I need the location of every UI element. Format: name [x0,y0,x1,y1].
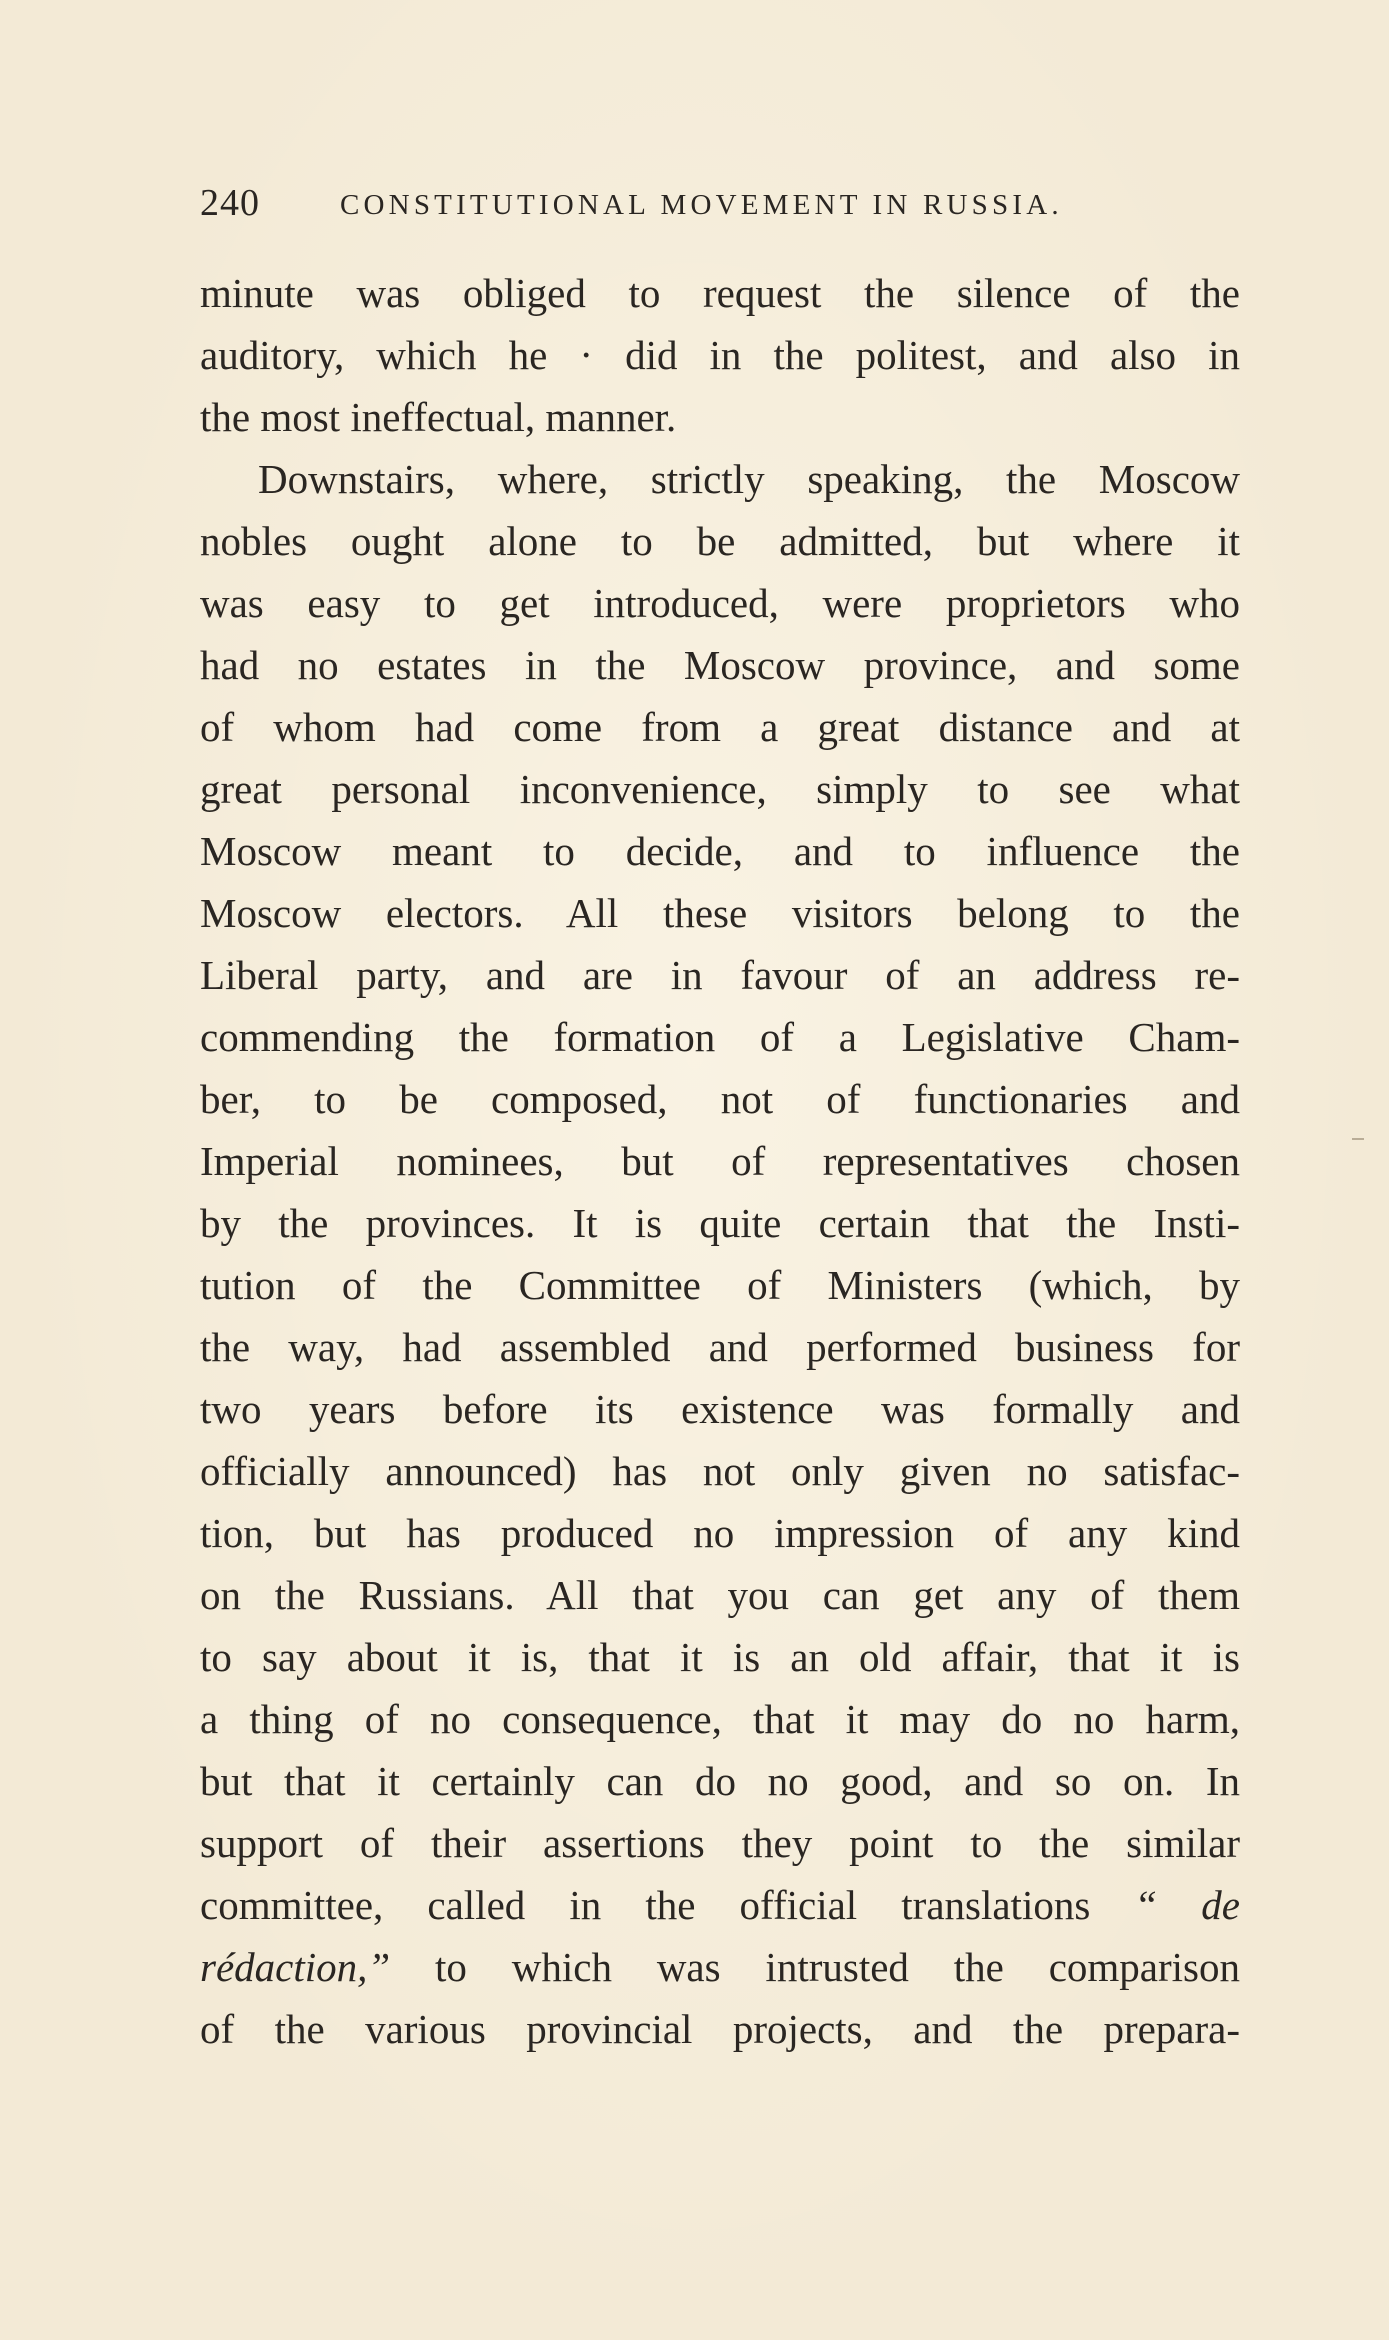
text-line: on the Russians. All that you can get any of them [200,1572,1240,1618]
line-text: committee, called in the official translations [200,1882,1091,1928]
text-line: Liberal party, and are in favour of an address re- [200,952,1240,998]
quote-open: “ de [1134,1882,1241,1928]
text-line: support of their assertions they point to the similar [200,1820,1240,1866]
text-line: Moscow meant to decide, and to influence the [200,828,1240,874]
text-line: minute was obliged to request the silence of the [200,270,1240,316]
text-line: the most ineffectual, manner. [200,394,677,440]
margin-mark [1352,1138,1364,1140]
text-line: tion, but has produced no impression of any kind [200,1510,1240,1556]
running-head [200,178,1250,228]
running-title: CONSTITUTIONAL MOVEMENT IN RUSSIA. [340,189,1063,221]
text-line: tution of the Committee of Ministers (which, by [200,1262,1240,1308]
text-line: great personal inconvenience, simply to see what [200,766,1240,812]
page-number: 240 [200,182,260,224]
text-line: two years before its existence was formally and [200,1386,1240,1432]
text-line: Imperial nominees, but of representatives chosen [200,1138,1240,1184]
body-text [200,262,1240,2060]
text-line: to say about it is, that it is an old affair, that it is [200,1634,1240,1680]
text-line: nobles ought alone to be admitted, but where it [200,518,1240,564]
text-line: but that it certainly can do no good, and so on. In [200,1758,1240,1804]
text-line: officially announced) has not only given no satisfac- [200,1448,1240,1494]
text-line [200,1874,1240,1936]
text-line: was easy to get introduced, were proprietors who [200,580,1240,626]
text-line: had no estates in the Moscow province, and some [200,642,1240,688]
text-line: of whom had come from a great distance and at [200,704,1240,750]
text-line: the way, had assembled and performed business for [200,1324,1240,1370]
text-line: auditory, which he · did in the politest, and also in [200,332,1240,378]
italic-term: rédaction,” [200,1944,391,1990]
text-line: ber, to be composed, not of functionaries and [200,1076,1240,1122]
line-text: to which was intrusted the comparison [390,1944,1240,1990]
text-line: a thing of no consequence, that it may do no harm, [200,1696,1240,1742]
text-line: by the provinces. It is quite certain that the Insti- [200,1200,1240,1246]
text-line [200,1936,1240,1998]
text-line: commending the formation of a Legislative Cham- [200,1014,1240,1060]
paragraph-start-line: Downstairs, where, strictly speaking, the Moscow [258,456,1240,502]
text-line: of the various provincial projects, and the prepara- [200,2006,1240,2052]
text-line: Moscow electors. All these visitors belong to the [200,890,1240,936]
